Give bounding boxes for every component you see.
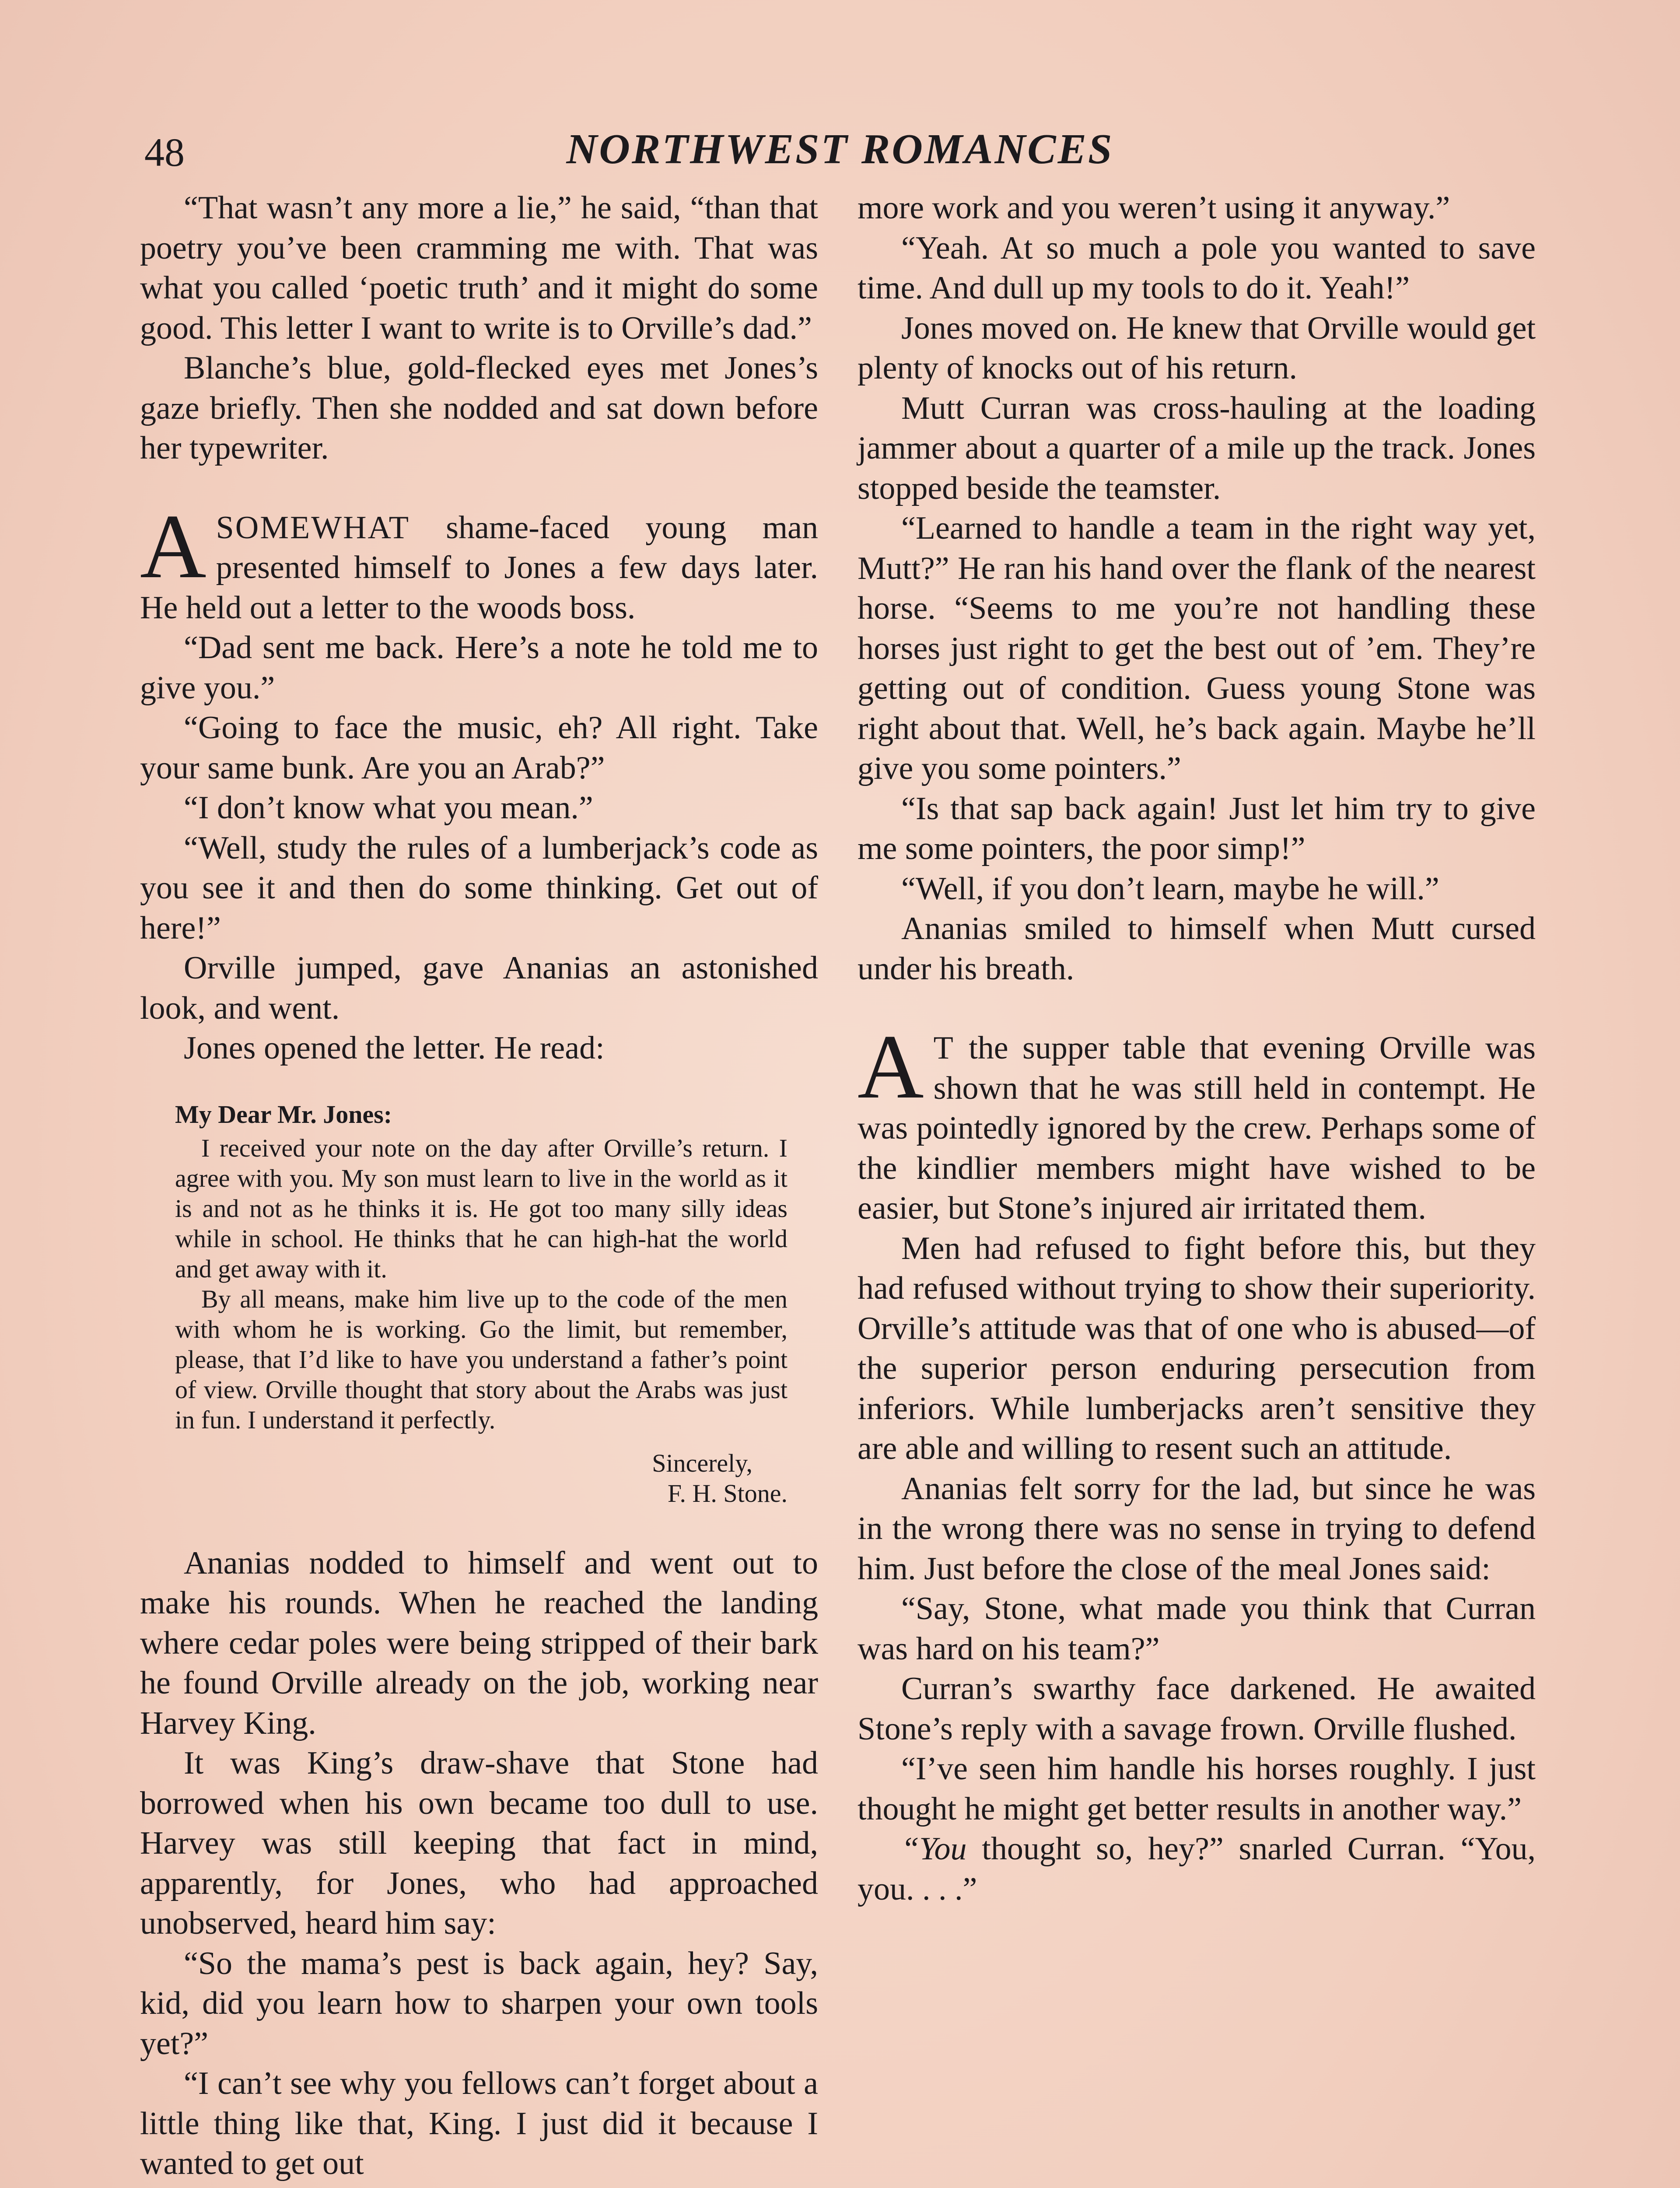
paragraph: more work and you weren’t using it anyway.” <box>858 190 1450 226</box>
page-number: 48 <box>144 130 185 175</box>
paragraph: Jones moved on. He knew that Orville would get plenty of knocks out of his return. <box>858 310 1536 386</box>
paragraph: “I can’t see why you fellows can’t forget about a little thing like that, King. I just did it because I wanted to get out <box>140 2065 818 2181</box>
right-column <box>858 188 1536 1909</box>
letter-closing <box>175 1448 788 1508</box>
paragraph: Ananias felt sorry for the lad, but since he was in the wrong there was no sense in trying to defend him. Just before the close of the meal Jones said: <box>858 1470 1536 1587</box>
paragraph: Men had refused to fight before this, but they had refused without trying to show their superiority. Orville’s attitude was that of one who is abused—of the superior person enduring persecution from inferiors. While lumberjacks aren’t sensitive they are able and willing to resent such an attitude. <box>858 1230 1536 1466</box>
paragraph: “Well, study the rules of a lumberjack’s code as you see it and then do some thinking. Get out of here!” <box>140 830 818 946</box>
left-column <box>140 188 818 2184</box>
paragraph: “I don’t know what you mean.” <box>184 790 593 826</box>
paragraph-text: the supper table that evening Orville was shown that he was still held in contempt. He was pointedly ignored by the crew. Perhaps some of the kindlier members might have wished to be easier, but Stone’s injured air irritated them. <box>858 1030 1536 1226</box>
small-caps-lead: T <box>933 1030 955 1066</box>
paragraph: Mutt Curran was cross-hauling at the loading jammer about a quarter of a mile up the track. Jones stopped beside the teamster. <box>858 390 1536 506</box>
paragraph: “That wasn’t any more a lie,” he said, “than that poetry you’ve been cramming me with. That was what you called ‘poetic truth’ and it might do some good. This letter I want to write is to Orville’s dad.” <box>140 190 818 346</box>
paragraph: Blanche’s blue, gold-flecked eyes met Jones’s gaze briefly. Then she nodded and sat down before her typewriter. <box>140 350 818 466</box>
paragraph: “Say, Stone, what made you think that Curran was hard on his team?” <box>858 1591 1536 1667</box>
paragraph: “Going to face the music, eh? All right. Take your same bunk. Are you an Arab?” <box>140 710 818 786</box>
small-caps-lead: SOMEWHAT <box>216 509 410 546</box>
paragraph: “Well, if you don’t learn, maybe he will.” <box>901 870 1439 907</box>
paragraph-text: thought so, hey?” snarled Curran. “You, you. . . .” <box>858 1831 1536 1907</box>
letter-signature: F. H. Stone. <box>667 1479 788 1508</box>
paragraph: Jones opened the letter. He read: <box>184 1030 605 1066</box>
letter-paragraph: By all means, make him live up to the code of the men with whom he is working. Go the limit, but remember, please, that I’d like to have you understand a father’s point of view. Orville thought that story about the Arabs was just in fun. I understand it perfectly. <box>175 1284 788 1434</box>
paragraph: “I’ve seen him handle his horses roughly. I just thought he might get better results in another way.” <box>858 1751 1536 1827</box>
paragraph-text: shame-faced young man presented himself to Jones a few days later. He held out a letter to the woods boss. <box>140 509 818 626</box>
paragraph <box>858 1829 1536 1909</box>
paragraph: It was King’s draw-shave that Stone had borrowed when his own became too dull to use. Harvey was still keeping that fact in mind, apparently, for Jones, who had approached unobserved, heard him say: <box>140 1745 818 1941</box>
paragraph: “Dad sent me back. Here’s a note he told me to give you.” <box>140 630 818 706</box>
paragraph: “Yeah. At so much a pole you wanted to save time. And dull up my tools to do it. Yeah!” <box>858 230 1536 306</box>
paragraph: “So the mama’s pest is back again, hey? Say, kid, did you learn how to sharpen your own tools yet?” <box>140 1945 818 2062</box>
paragraph: Ananias smiled to himself when Mutt cursed under his breath. <box>858 911 1536 987</box>
letter-block <box>175 1099 788 1508</box>
paragraph: Orville jumped, gave Ananias an astonished look, and went. <box>140 950 818 1026</box>
paragraph: “Is that sap back again! Just let him try to give me some pointers, the poor simp!” <box>858 790 1536 866</box>
letter-valediction: Sincerely, <box>652 1448 752 1477</box>
paragraph: Ananias nodded to himself and went out to make his rounds. When he reached the landing where cedar poles were being stripped of their bark he found Orville already on the job, working near Harvey King. <box>140 1545 818 1741</box>
italic-emphasis: “You <box>901 1831 967 1867</box>
section-opening-paragraph <box>140 495 818 628</box>
page-header <box>131 125 1549 186</box>
paragraph: “Learned to handle a team in the right way yet, Mutt?” He ran his hand over the flank of the nearest horse. “Seems to me you’re not handling these horses just right to get the best out of ’em. They’re getting out of condition. Guess young Stone was right about that. Well, he’s back again. Maybe he’ll give you some pointers.” <box>858 510 1536 786</box>
paragraph: Curran’s swarthy face darkened. He awaited Stone’s reply with a savage frown. Orville flushed. <box>858 1671 1536 1747</box>
drop-cap: A <box>858 1016 924 1118</box>
running-title: NORTHWEST ROMANCES <box>566 126 1114 173</box>
section-opening-paragraph <box>858 1016 1536 1229</box>
letter-paragraph: I received your note on the day after Orville’s return. I agree with you. My son must learn to live in the world as it is and not as he thinks it is. He got too many silly ideas while in school. He thinks that he can high-hat the world and get away with it. <box>175 1133 788 1283</box>
letter-salutation: My Dear Mr. Jones: <box>175 1100 392 1129</box>
drop-cap: A <box>140 495 206 597</box>
